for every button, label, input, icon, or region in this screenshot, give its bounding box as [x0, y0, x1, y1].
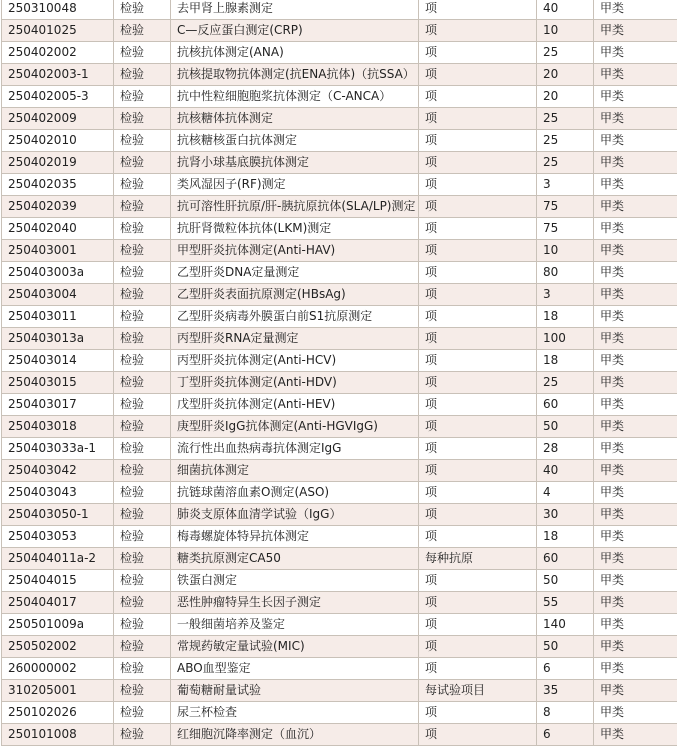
insurance-class-cell: 甲类 — [594, 394, 677, 416]
table-body — [2, 0, 677, 746]
insurance-class-cell: 甲类 — [594, 614, 677, 636]
item-code-cell: 310205001 — [2, 680, 114, 702]
price-cell: 18 — [537, 306, 594, 328]
table-row — [2, 174, 677, 196]
item-name-cell: 类风湿因子(RF)测定 — [171, 174, 419, 196]
insurance-class-cell: 甲类 — [594, 284, 677, 306]
item-name-cell: 红细胞沉降率测定（血沉） — [171, 724, 419, 746]
price-cell: 140 — [537, 614, 594, 636]
item-name-cell: 乙型肝炎表面抗原测定(HBsAg) — [171, 284, 419, 306]
insurance-class-cell: 甲类 — [594, 482, 677, 504]
item-name-cell: ABO血型鉴定 — [171, 658, 419, 680]
insurance-class-cell: 甲类 — [594, 42, 677, 64]
category-cell: 检验 — [114, 350, 171, 372]
item-code-cell: 250310048 — [2, 0, 114, 20]
table-row — [2, 548, 677, 570]
unit-cell: 项 — [419, 394, 537, 416]
item-name-cell: 乙型肝炎病毒外膜蛋白前S1抗原测定 — [171, 306, 419, 328]
insurance-class-cell: 甲类 — [594, 350, 677, 372]
item-code-cell: 250402003-1 — [2, 64, 114, 86]
unit-cell: 项 — [419, 328, 537, 350]
table-row — [2, 636, 677, 658]
insurance-class-cell: 甲类 — [594, 196, 677, 218]
unit-cell: 项 — [419, 152, 537, 174]
price-cell: 20 — [537, 64, 594, 86]
table-row — [2, 262, 677, 284]
table-row — [2, 0, 677, 20]
insurance-class-cell: 甲类 — [594, 460, 677, 482]
price-cell: 3 — [537, 174, 594, 196]
item-name-cell: 葡萄糖耐量试验 — [171, 680, 419, 702]
price-cell: 75 — [537, 196, 594, 218]
item-name-cell: 常规药敏定量试验(MIC) — [171, 636, 419, 658]
item-code-cell: 250403014 — [2, 350, 114, 372]
item-code-cell: 250403001 — [2, 240, 114, 262]
item-code-cell: 250502002 — [2, 636, 114, 658]
insurance-class-cell: 甲类 — [594, 20, 677, 42]
unit-cell: 项 — [419, 108, 537, 130]
item-name-cell: 抗核提取物抗体测定(抗ENA抗体)（抗SSA） — [171, 64, 419, 86]
category-cell: 检验 — [114, 0, 171, 20]
item-code-cell: 250404011a-2 — [2, 548, 114, 570]
price-cell: 35 — [537, 680, 594, 702]
table-row — [2, 614, 677, 636]
price-cell: 25 — [537, 372, 594, 394]
unit-cell: 项 — [419, 416, 537, 438]
price-cell: 6 — [537, 724, 594, 746]
unit-cell: 项 — [419, 592, 537, 614]
item-code-cell: 250101008 — [2, 724, 114, 746]
item-code-cell: 250403015 — [2, 372, 114, 394]
table-row — [2, 504, 677, 526]
price-cell: 50 — [537, 570, 594, 592]
unit-cell: 项 — [419, 218, 537, 240]
table-row — [2, 20, 677, 42]
insurance-class-cell: 甲类 — [594, 416, 677, 438]
unit-cell: 项 — [419, 460, 537, 482]
category-cell: 检验 — [114, 416, 171, 438]
unit-cell: 项 — [419, 130, 537, 152]
item-name-cell: 丙型肝炎抗体测定(Anti-HCV) — [171, 350, 419, 372]
table-row — [2, 350, 677, 372]
item-code-cell: 250404015 — [2, 570, 114, 592]
table-row — [2, 108, 677, 130]
item-name-cell: 庚型肝炎IgG抗体测定(Anti-HGVIgG) — [171, 416, 419, 438]
item-code-cell: 250402039 — [2, 196, 114, 218]
table-row — [2, 724, 677, 746]
category-cell: 检验 — [114, 570, 171, 592]
item-name-cell: 抗可溶性肝抗原/肝-胰抗原抗体(SLA/LP)测定 — [171, 196, 419, 218]
category-cell: 检验 — [114, 724, 171, 746]
insurance-class-cell: 甲类 — [594, 306, 677, 328]
insurance-class-cell: 甲类 — [594, 218, 677, 240]
category-cell: 检验 — [114, 504, 171, 526]
insurance-class-cell: 甲类 — [594, 328, 677, 350]
category-cell: 检验 — [114, 658, 171, 680]
insurance-class-cell: 甲类 — [594, 680, 677, 702]
category-cell: 检验 — [114, 702, 171, 724]
price-cell: 50 — [537, 416, 594, 438]
insurance-class-cell: 甲类 — [594, 240, 677, 262]
item-code-cell: 250402009 — [2, 108, 114, 130]
item-code-cell: 260000002 — [2, 658, 114, 680]
insurance-class-cell: 甲类 — [594, 262, 677, 284]
table-row — [2, 240, 677, 262]
price-cell: 40 — [537, 460, 594, 482]
table-row — [2, 218, 677, 240]
insurance-class-cell: 甲类 — [594, 504, 677, 526]
price-cell: 60 — [537, 394, 594, 416]
price-cell: 10 — [537, 240, 594, 262]
item-code-cell: 250403013a — [2, 328, 114, 350]
price-cell: 25 — [537, 42, 594, 64]
unit-cell: 项 — [419, 20, 537, 42]
item-code-cell: 250403011 — [2, 306, 114, 328]
price-cell: 80 — [537, 262, 594, 284]
table-row — [2, 592, 677, 614]
category-cell: 检验 — [114, 262, 171, 284]
unit-cell: 项 — [419, 482, 537, 504]
insurance-class-cell: 甲类 — [594, 658, 677, 680]
item-name-cell: 抗链球菌溶血素O测定(ASO) — [171, 482, 419, 504]
item-name-cell: 抗核糖核蛋白抗体测定 — [171, 130, 419, 152]
item-name-cell: 抗肝肾微粒体抗体(LKM)测定 — [171, 218, 419, 240]
item-name-cell: 抗核抗体测定(ANA) — [171, 42, 419, 64]
item-name-cell: 尿三杯检查 — [171, 702, 419, 724]
unit-cell: 项 — [419, 196, 537, 218]
table-row — [2, 680, 677, 702]
insurance-class-cell: 甲类 — [594, 592, 677, 614]
item-code-cell: 250403053 — [2, 526, 114, 548]
table-row — [2, 42, 677, 64]
item-code-cell: 250402040 — [2, 218, 114, 240]
table-row — [2, 306, 677, 328]
item-code-cell: 250404017 — [2, 592, 114, 614]
price-cell: 75 — [537, 218, 594, 240]
item-code-cell: 250402019 — [2, 152, 114, 174]
price-cell: 6 — [537, 658, 594, 680]
table-row — [2, 328, 677, 350]
category-cell: 检验 — [114, 592, 171, 614]
price-cell: 40 — [537, 0, 594, 20]
item-name-cell: 一般细菌培养及鉴定 — [171, 614, 419, 636]
price-cell: 10 — [537, 20, 594, 42]
unit-cell: 每种抗原 — [419, 548, 537, 570]
table-row — [2, 570, 677, 592]
item-name-cell: 抗核糖体抗体测定 — [171, 108, 419, 130]
item-name-cell: 梅毒螺旋体特异抗体测定 — [171, 526, 419, 548]
unit-cell: 项 — [419, 526, 537, 548]
category-cell: 检验 — [114, 372, 171, 394]
price-cell: 30 — [537, 504, 594, 526]
insurance-class-cell: 甲类 — [594, 570, 677, 592]
item-code-cell: 250402035 — [2, 174, 114, 196]
table-row — [2, 394, 677, 416]
category-cell: 检验 — [114, 218, 171, 240]
item-name-cell: 恶性肿瘤特异生长因子测定 — [171, 592, 419, 614]
category-cell: 检验 — [114, 680, 171, 702]
price-cell: 18 — [537, 350, 594, 372]
category-cell: 检验 — [114, 482, 171, 504]
insurance-class-cell: 甲类 — [594, 64, 677, 86]
insurance-class-cell: 甲类 — [594, 86, 677, 108]
item-code-cell: 250403050-1 — [2, 504, 114, 526]
table-row — [2, 482, 677, 504]
unit-cell: 项 — [419, 350, 537, 372]
item-code-cell: 250403018 — [2, 416, 114, 438]
table-row — [2, 284, 677, 306]
item-name-cell: 流行性出血热病毒抗体测定IgG — [171, 438, 419, 460]
price-cell: 100 — [537, 328, 594, 350]
price-cell: 50 — [537, 636, 594, 658]
table-row — [2, 438, 677, 460]
insurance-class-cell: 甲类 — [594, 108, 677, 130]
category-cell: 检验 — [114, 284, 171, 306]
item-code-cell: 250403004 — [2, 284, 114, 306]
table-row — [2, 196, 677, 218]
insurance-class-cell: 甲类 — [594, 636, 677, 658]
price-cell: 3 — [537, 284, 594, 306]
category-cell: 检验 — [114, 86, 171, 108]
item-name-cell: 去甲肾上腺素测定 — [171, 0, 419, 20]
price-cell: 4 — [537, 482, 594, 504]
unit-cell: 项 — [419, 174, 537, 196]
insurance-class-cell: 甲类 — [594, 702, 677, 724]
item-code-cell: 250402002 — [2, 42, 114, 64]
category-cell: 检验 — [114, 548, 171, 570]
unit-cell: 项 — [419, 570, 537, 592]
table-row — [2, 460, 677, 482]
category-cell: 检验 — [114, 174, 171, 196]
price-cell: 8 — [537, 702, 594, 724]
insurance-class-cell: 甲类 — [594, 152, 677, 174]
table-row — [2, 526, 677, 548]
unit-cell: 项 — [419, 0, 537, 20]
item-code-cell: 250501009a — [2, 614, 114, 636]
category-cell: 检验 — [114, 394, 171, 416]
category-cell: 检验 — [114, 438, 171, 460]
item-name-cell: 铁蛋白测定 — [171, 570, 419, 592]
item-name-cell: 糖类抗原测定CA50 — [171, 548, 419, 570]
item-name-cell: 戊型肝炎抗体测定(Anti-HEV) — [171, 394, 419, 416]
insurance-class-cell: 甲类 — [594, 724, 677, 746]
price-cell: 18 — [537, 526, 594, 548]
unit-cell: 项 — [419, 86, 537, 108]
unit-cell: 项 — [419, 658, 537, 680]
unit-cell: 项 — [419, 504, 537, 526]
unit-cell: 项 — [419, 42, 537, 64]
category-cell: 检验 — [114, 108, 171, 130]
insurance-class-cell: 甲类 — [594, 372, 677, 394]
category-cell: 检验 — [114, 130, 171, 152]
unit-cell: 项 — [419, 636, 537, 658]
item-code-cell: 250402005-3 — [2, 86, 114, 108]
unit-cell: 项 — [419, 702, 537, 724]
item-code-cell: 250403043 — [2, 482, 114, 504]
insurance-class-cell: 甲类 — [594, 0, 677, 20]
unit-cell: 每试验项目 — [419, 680, 537, 702]
price-cell: 25 — [537, 130, 594, 152]
table-row — [2, 658, 677, 680]
unit-cell: 项 — [419, 262, 537, 284]
item-name-cell: C—反应蛋白测定(CRP) — [171, 20, 419, 42]
category-cell: 检验 — [114, 64, 171, 86]
item-code-cell: 250102026 — [2, 702, 114, 724]
item-code-cell: 250403017 — [2, 394, 114, 416]
unit-cell: 项 — [419, 306, 537, 328]
unit-cell: 项 — [419, 284, 537, 306]
item-name-cell: 抗中性粒细胞胞浆抗体测定（C-ANCA） — [171, 86, 419, 108]
insurance-class-cell: 甲类 — [594, 438, 677, 460]
table-row — [2, 64, 677, 86]
category-cell: 检验 — [114, 614, 171, 636]
category-cell: 检验 — [114, 306, 171, 328]
insurance-class-cell: 甲类 — [594, 548, 677, 570]
price-cell: 25 — [537, 152, 594, 174]
item-name-cell: 丁型肝炎抗体测定(Anti-HDV) — [171, 372, 419, 394]
item-code-cell: 250403003a — [2, 262, 114, 284]
item-name-cell: 肺炎支原体血清学试验（IgG） — [171, 504, 419, 526]
table-row — [2, 86, 677, 108]
category-cell: 检验 — [114, 152, 171, 174]
price-cell: 60 — [537, 548, 594, 570]
table-row — [2, 130, 677, 152]
category-cell: 检验 — [114, 42, 171, 64]
unit-cell: 项 — [419, 724, 537, 746]
unit-cell: 项 — [419, 64, 537, 86]
table-row — [2, 372, 677, 394]
category-cell: 检验 — [114, 240, 171, 262]
item-name-cell: 抗肾小球基底膜抗体测定 — [171, 152, 419, 174]
price-cell: 55 — [537, 592, 594, 614]
item-name-cell: 细菌抗体测定 — [171, 460, 419, 482]
item-name-cell: 甲型肝炎抗体测定(Anti-HAV) — [171, 240, 419, 262]
table-row — [2, 416, 677, 438]
unit-cell: 项 — [419, 240, 537, 262]
item-code-cell: 250402010 — [2, 130, 114, 152]
price-cell: 20 — [537, 86, 594, 108]
category-cell: 检验 — [114, 20, 171, 42]
category-cell: 检验 — [114, 636, 171, 658]
item-code-cell: 250403042 — [2, 460, 114, 482]
price-cell: 28 — [537, 438, 594, 460]
insurance-class-cell: 甲类 — [594, 174, 677, 196]
unit-cell: 项 — [419, 372, 537, 394]
price-cell: 25 — [537, 108, 594, 130]
category-cell: 检验 — [114, 328, 171, 350]
item-code-cell: 250403033a-1 — [2, 438, 114, 460]
category-cell: 检验 — [114, 196, 171, 218]
insurance-class-cell: 甲类 — [594, 130, 677, 152]
category-cell: 检验 — [114, 460, 171, 482]
table-row — [2, 152, 677, 174]
unit-cell: 项 — [419, 614, 537, 636]
category-cell: 检验 — [114, 526, 171, 548]
unit-cell: 项 — [419, 438, 537, 460]
fee-table — [1, 0, 677, 746]
item-name-cell: 乙型肝炎DNA定量测定 — [171, 262, 419, 284]
item-name-cell: 丙型肝炎RNA定量测定 — [171, 328, 419, 350]
item-code-cell: 250401025 — [2, 20, 114, 42]
table-row — [2, 702, 677, 724]
insurance-class-cell: 甲类 — [594, 526, 677, 548]
